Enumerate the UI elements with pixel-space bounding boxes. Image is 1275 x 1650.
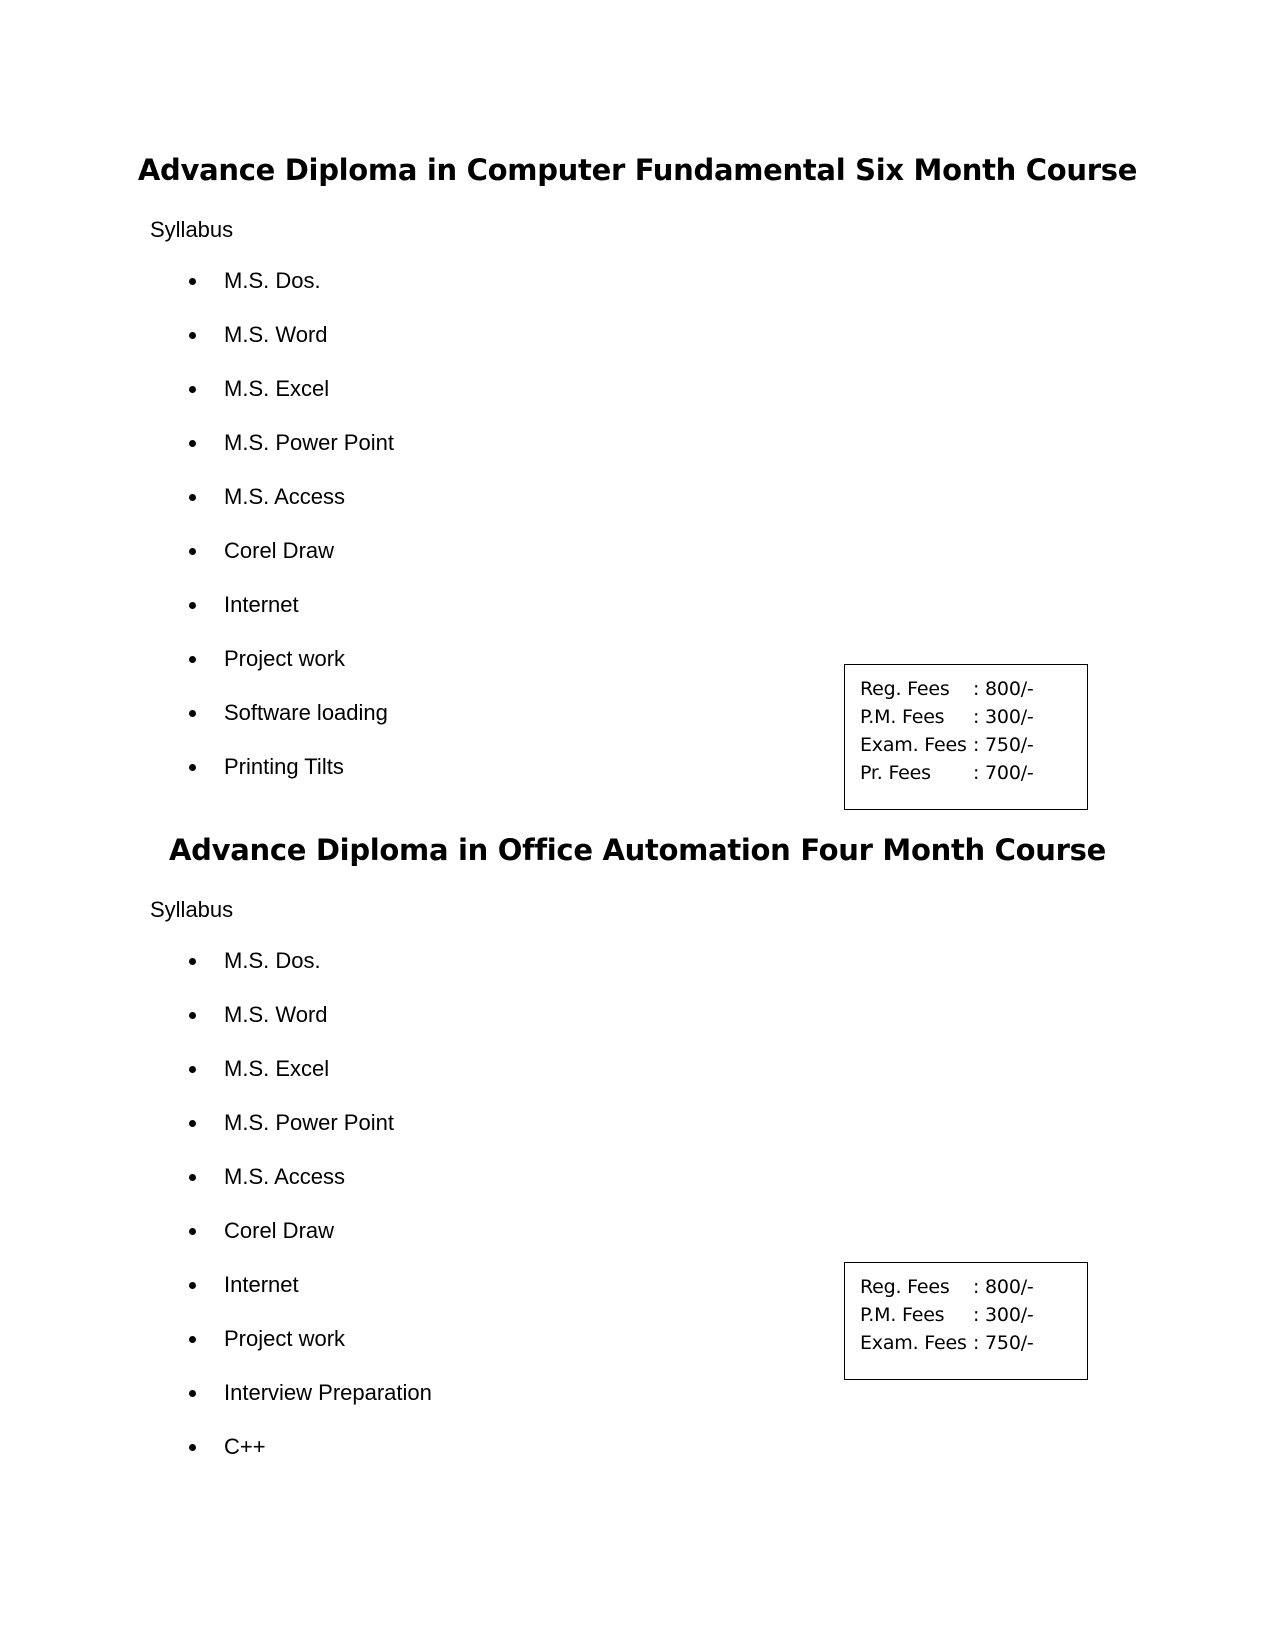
list-item: M.S. Dos.: [150, 948, 432, 1002]
fee-value: : 750/-: [973, 734, 1034, 756]
course-2-title: Advance Diploma in Office Automation Four Month Course: [169, 833, 1106, 867]
list-item: Corel Draw: [150, 1218, 432, 1272]
course-2-syllabus-list: [150, 948, 432, 1488]
list-item: M.S. Excel: [150, 376, 394, 430]
fee-value: : 800/-: [973, 678, 1034, 700]
fee-row: [860, 731, 1087, 759]
fee-row: [860, 703, 1087, 731]
fee-label: P.M. Fees: [860, 706, 945, 728]
fee-value: : 750/-: [973, 1332, 1034, 1354]
list-item: Interview Preparation: [150, 1380, 432, 1434]
list-item: Project work: [150, 646, 394, 700]
list-item: Project work: [150, 1326, 432, 1380]
list-item: M.S. Access: [150, 484, 394, 538]
list-item: M.S. Excel: [150, 1056, 432, 1110]
course-1-syllabus-list: [150, 268, 394, 808]
list-item: Printing Tilts: [150, 754, 394, 808]
list-item: M.S. Word: [150, 1002, 432, 1056]
fee-label: P.M. Fees: [860, 1304, 945, 1326]
fee-value: : 700/-: [973, 762, 1034, 784]
fee-value: : 300/-: [973, 706, 1034, 728]
list-item: M.S. Access: [150, 1164, 432, 1218]
list-item: C++: [150, 1434, 432, 1488]
course-1-title: Advance Diploma in Computer Fundamental Six Month Course: [137, 153, 1138, 187]
list-item: M.S. Dos.: [150, 268, 394, 322]
fee-label: Exam. Fees: [860, 1332, 967, 1354]
fee-label: Reg. Fees: [860, 678, 950, 700]
fee-label: Reg. Fees: [860, 1276, 950, 1298]
fee-label: Exam. Fees: [860, 734, 967, 756]
fee-label: Pr. Fees: [860, 762, 931, 784]
list-item: Internet: [150, 592, 394, 646]
list-item: M.S. Power Point: [150, 430, 394, 484]
list-item: Corel Draw: [150, 538, 394, 592]
fee-row: [860, 759, 1087, 787]
fee-row: [860, 1329, 1087, 1357]
fee-row: [860, 1273, 1087, 1301]
list-item: M.S. Word: [150, 322, 394, 376]
fee-row: [860, 675, 1087, 703]
fee-row: [860, 1301, 1087, 1329]
list-item: M.S. Power Point: [150, 1110, 432, 1164]
course-1-syllabus-label: Syllabus: [150, 217, 234, 242]
course-2-fees-box: [844, 1262, 1088, 1380]
list-item: Software loading: [150, 700, 394, 754]
course-2-syllabus-label: Syllabus: [150, 897, 234, 922]
course-1-fees-box: [844, 664, 1088, 810]
fee-value: : 800/-: [973, 1276, 1034, 1298]
fee-value: : 300/-: [973, 1304, 1034, 1326]
list-item: Internet: [150, 1272, 432, 1326]
